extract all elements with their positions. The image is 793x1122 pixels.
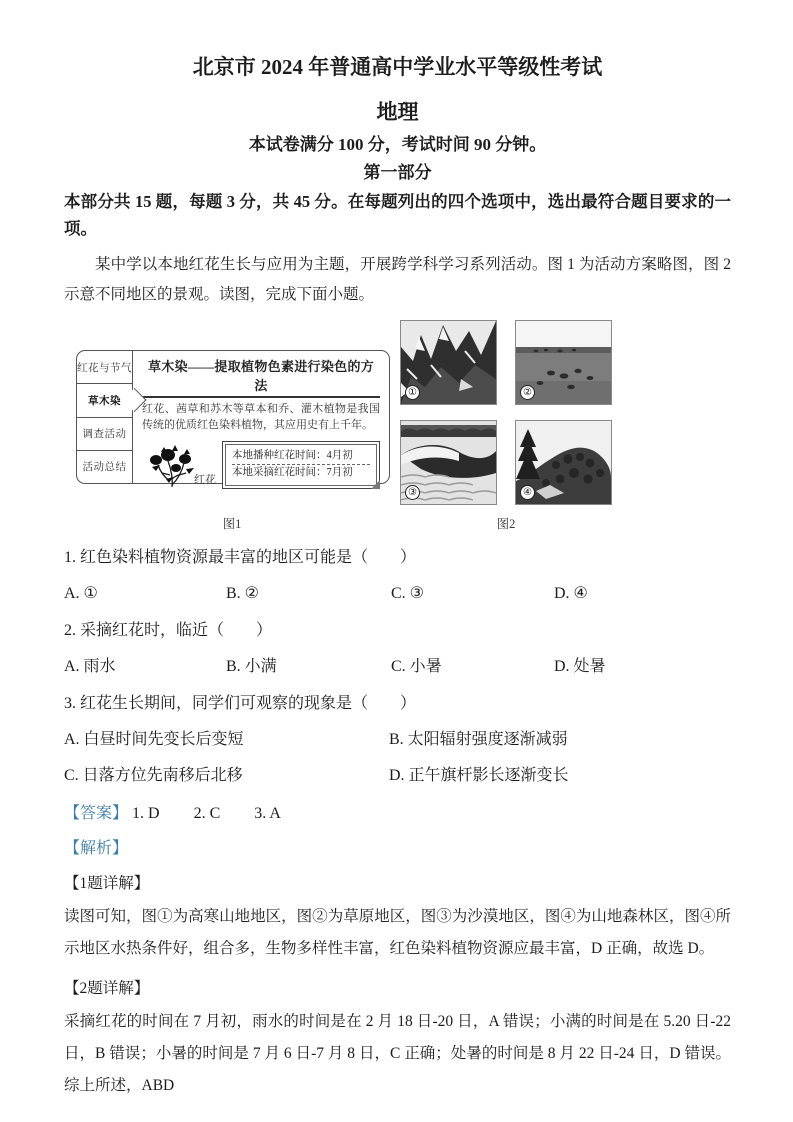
explanation-1-body: 读图可知，图①为高寒山地地区，图②为草原地区，图③为沙漠地区，图④为山地森林区，图④所示地区水热条件好，组合多，生物多样性丰富，红色染料植物资源应最丰富，D 正确，故选 D。 (64, 908, 731, 957)
flower-label: 红花 (194, 474, 216, 486)
figure2-caption: 图2 (496, 517, 516, 531)
q3-option-a: A. 白昼时间先变长后变短 (64, 731, 244, 748)
flowchart-sidebar (77, 351, 133, 483)
q2-option-c: C. 小暑 (391, 658, 442, 675)
sidebar-item-huodong-zongjie: 活动总结 (82, 462, 127, 474)
q1-option-c: C. ③ (391, 585, 425, 602)
question-3-options-row1 (64, 729, 731, 751)
sidebar-item-caomuran-active (77, 384, 132, 417)
photo-alpine-mountains (400, 320, 497, 405)
figure1-caption: 图1 (222, 517, 242, 531)
q3-option-c: C. 日落方位先南移后北移 (64, 767, 243, 784)
q2-option-a: A. 雨水 (64, 658, 116, 675)
sidebar-item-huahua-jieqi: 红花与节气 (77, 351, 132, 384)
figure1-flowchart (76, 350, 390, 484)
explanation-1-heading: 【1题详解】 (64, 875, 150, 892)
explanation-2-heading: 【2题详解】 (64, 980, 150, 997)
q3-option-b: B. 太阳辐射强度逐渐减弱 (389, 731, 568, 748)
q1-option-d: D. ④ (554, 585, 588, 602)
q3-option-d: D. 正午旗杆影长逐渐变长 (389, 767, 569, 784)
folded-corner-icon (371, 480, 380, 489)
question-2-options (64, 656, 731, 678)
photo-forested-mountain (515, 420, 612, 505)
photo3-number-badge: ③ (405, 485, 420, 500)
question-3-stem: 3. 红花生长期间，同学们可观察的现象是（ ） (64, 695, 417, 712)
picking-time-note: 本地采摘红花时间：7月初 (232, 467, 353, 478)
q2-option-b: B. 小满 (226, 658, 277, 675)
figure2-photo-grid (400, 320, 612, 505)
section-title: 第一部分 (363, 163, 432, 182)
flowchart-main-panel (133, 351, 389, 486)
photo4-number-badge: ④ (520, 485, 535, 500)
panel-bottom-row (142, 435, 380, 489)
answer-label: 【答案】 (64, 805, 129, 822)
safflower-sketch-icon (142, 435, 214, 489)
q1-option-a: A. ① (64, 585, 98, 602)
q2-option-d: D. 处暑 (554, 658, 606, 675)
answer-item-1: 1. D (132, 805, 160, 822)
analysis-label-row (64, 838, 731, 860)
exam-title: 北京市 2024 年普通高中学业水平等级性考试 (192, 55, 603, 79)
photo-grassland-with-herds (515, 320, 612, 405)
planting-note-box (222, 441, 380, 489)
explanation-2-body: 采摘红花的时间在 7 月初，雨水的时间是在 2 月 18 日-20 日，A 错误；小满的时间是在 5.20 日-22 日，B 错误；小暑的时间是 7 月 6 日-7 月 8 日，C 正确；处暑的时间是 8 月 22 日-24 日，D 错误。综上所述，ABD (64, 1013, 731, 1094)
panel-body-text: 红花、茜草和苏木等草本和乔、灌木植物是我国传统的优质红色染料植物，其应用史有上千年。 (142, 403, 380, 431)
section-instructions: 本部分共 15 题，每题 3 分，共 45 分。在每题列出的四个选项中，选出最符合题目要求的一项。 (64, 192, 731, 238)
question-3-options-row2 (64, 765, 731, 787)
photo2-number-badge: ② (520, 385, 535, 400)
figures-row (64, 318, 731, 532)
sowing-time-note: 本地播种红花时间：4月初 (232, 448, 370, 465)
q1-option-b: B. ② (226, 585, 260, 602)
exam-subject: 地理 (376, 100, 419, 124)
sidebar-item-diaocha-huodong: 调查活动 (77, 418, 132, 451)
question-1-options (64, 583, 731, 605)
planting-note-inner (225, 444, 377, 486)
photo1-number-badge: ① (405, 385, 420, 400)
question-1-stem: 1. 红色染料植物资源最丰富的地区可能是（ ） (64, 549, 417, 566)
question-2-stem: 2. 采摘红花时，临近（ ） (64, 622, 273, 639)
answer-item-3: 3. A (254, 805, 281, 822)
question-group-intro: 某中学以本地红花生长与应用为主题，开展跨学科学习系列活动。图 1 为活动方案略图，图 2 示意不同地区的景观。读图，完成下面小题。 (64, 256, 731, 303)
answer-item-2: 2. C (193, 805, 221, 822)
exam-info: 本试卷满分 100 分，考试时间 90 分钟。 (248, 135, 547, 154)
sidebar-item-label: 草木染 (88, 395, 121, 407)
answer-row (64, 803, 731, 825)
photo-desert-dunes (400, 420, 497, 505)
analysis-label: 【解析】 (64, 840, 129, 857)
panel-title: 草木染——提取植物色素进行染色的方法 (142, 356, 380, 398)
